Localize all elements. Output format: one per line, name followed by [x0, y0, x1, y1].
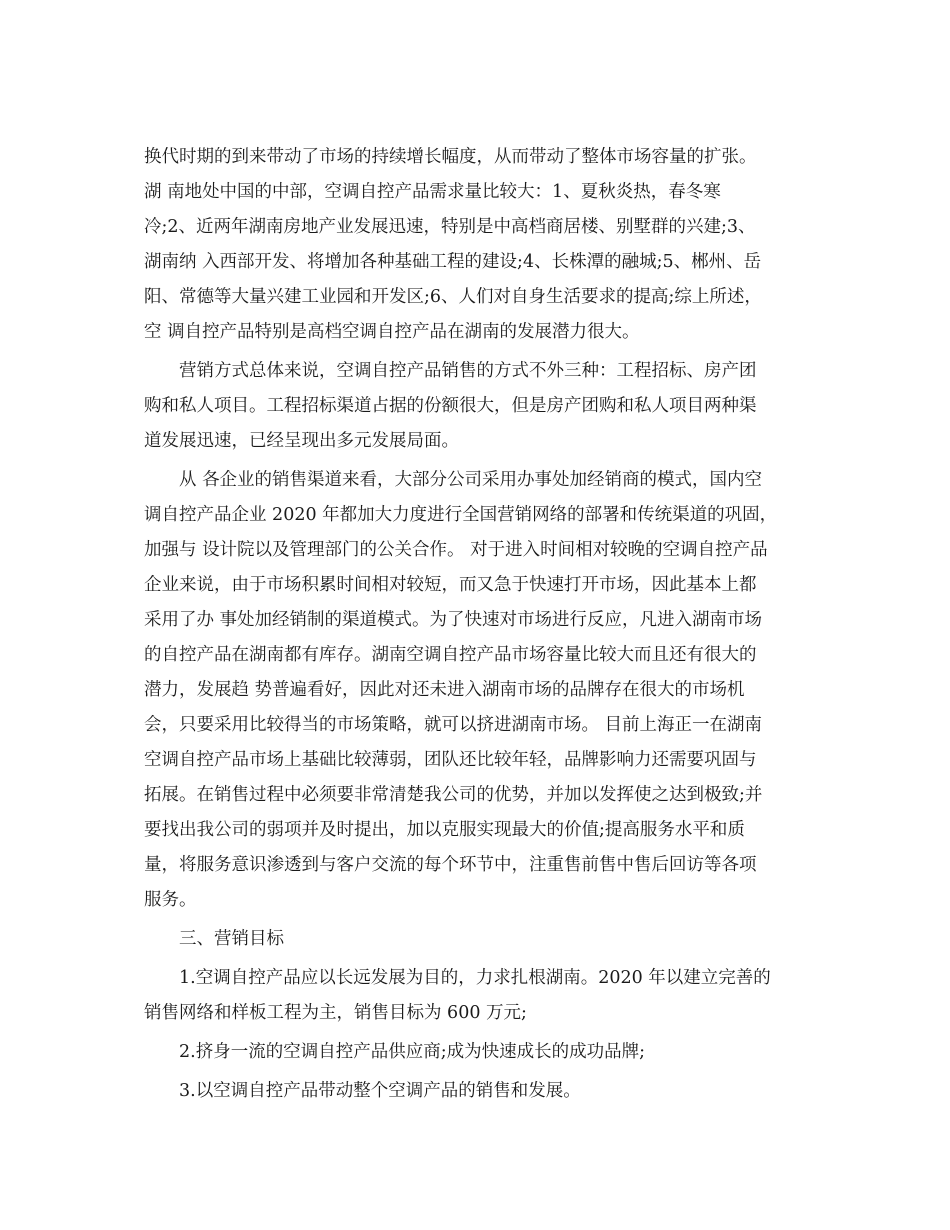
text-line: 拓展。在销售过程中必须要非常清楚我公司的优势，并加以发挥使之达到极致;并: [144, 785, 763, 805]
text-line: 换代时期的到来带动了市场的持续增长幅度，从而带动了整体市场容量的扩张。: [144, 147, 757, 167]
text-line: 调自控产品企业 2020 年都加大力度进行全国营销网络的部署和传统渠道的巩固，: [144, 505, 778, 525]
text-line: 3.以空调自控产品带动整个空调产品的销售和发展。: [144, 1081, 581, 1101]
text-line: 销售网络和样板工程为主，销售目标为 600 万元;: [144, 1003, 527, 1023]
text-line: 服务。: [144, 890, 197, 910]
text-line: 2.挤身一流的空调自控产品供应商;成为快速成长的成功品牌;: [144, 1042, 645, 1062]
text-line: 湖 南地处中国的中部，空调自控产品需求量比较大：1、夏秋炎热，春冬寒: [144, 182, 721, 202]
text-line: 要找出我公司的弱项并及时提出，加以克服实现最大的价值;提高服务水平和质: [144, 820, 745, 840]
text-line: 湖南纳 入西部开发、将增加各种基础工程的建设;4、长株潭的融城;5、郴州、岳: [144, 252, 762, 272]
text-line: 会，只要采用比较得当的市场策略，就可以挤进湖南市场。 目前上海正一在湖南: [144, 715, 763, 735]
text-line: 冷;2、近两年湖南房地产业发展迅速，特别是中高档商居楼、别墅群的兴建;3、: [144, 217, 756, 237]
text-line: 企业来说，由于市场积累时间相对较短，而又急于快速打开市场，因此基本上都: [144, 575, 757, 595]
text-line: 空调自控产品市场上基础比较薄弱，团队还比较年轻，品牌影响力还需要巩固与: [144, 750, 757, 770]
text-line: 道发展迅速，已经呈现出多元发展局面。: [144, 431, 459, 451]
text-line: 空 调自控产品特别是高档空调自控产品在湖南的发展潜力很大。: [144, 322, 640, 342]
text-line: 量，将服务意识渗透到与客户交流的每个环节中，注重售前售中售后回访等各项: [144, 855, 757, 875]
text-line: 采用了办 事处加经销制的渠道模式。为了快速对市场进行反应，凡进入湖南市场: [144, 610, 763, 630]
text-line: 从 各企业的销售渠道来看，大部分公司采用办事处加经销商的模式，国内空: [144, 470, 763, 490]
section-heading: 三、营销目标: [144, 929, 284, 949]
text-line: 阳、常德等大量兴建工业园和开发区;6、人们对自身生活要求的提高;综上所述，: [144, 287, 762, 307]
document-body: [144, 140, 814, 1109]
text-line: 的自控产品在湖南都有库存。湖南空调自控产品市场容量比较大而且还有很大的: [144, 645, 757, 665]
text-line: 1.空调自控产品应以长远发展为目的，力求扎根湖南。2020 年以建立完善的: [144, 968, 771, 988]
text-line: 潜力，发展趋 势普遍看好，因此对还未进入湖南市场的品牌存在很大的市场机: [144, 680, 745, 700]
text-line: 购和私人项目。工程招标渠道占据的份额很大，但是房产团购和私人项目两种渠: [144, 396, 757, 416]
text-line: 加强与 设计院以及管理部门的公关合作。 对于进入时间相对较晚的空调自控产品: [144, 540, 768, 560]
text-line: 营销方式总体来说，空调自控产品销售的方式不外三种：工程招标、房产团: [144, 361, 757, 381]
